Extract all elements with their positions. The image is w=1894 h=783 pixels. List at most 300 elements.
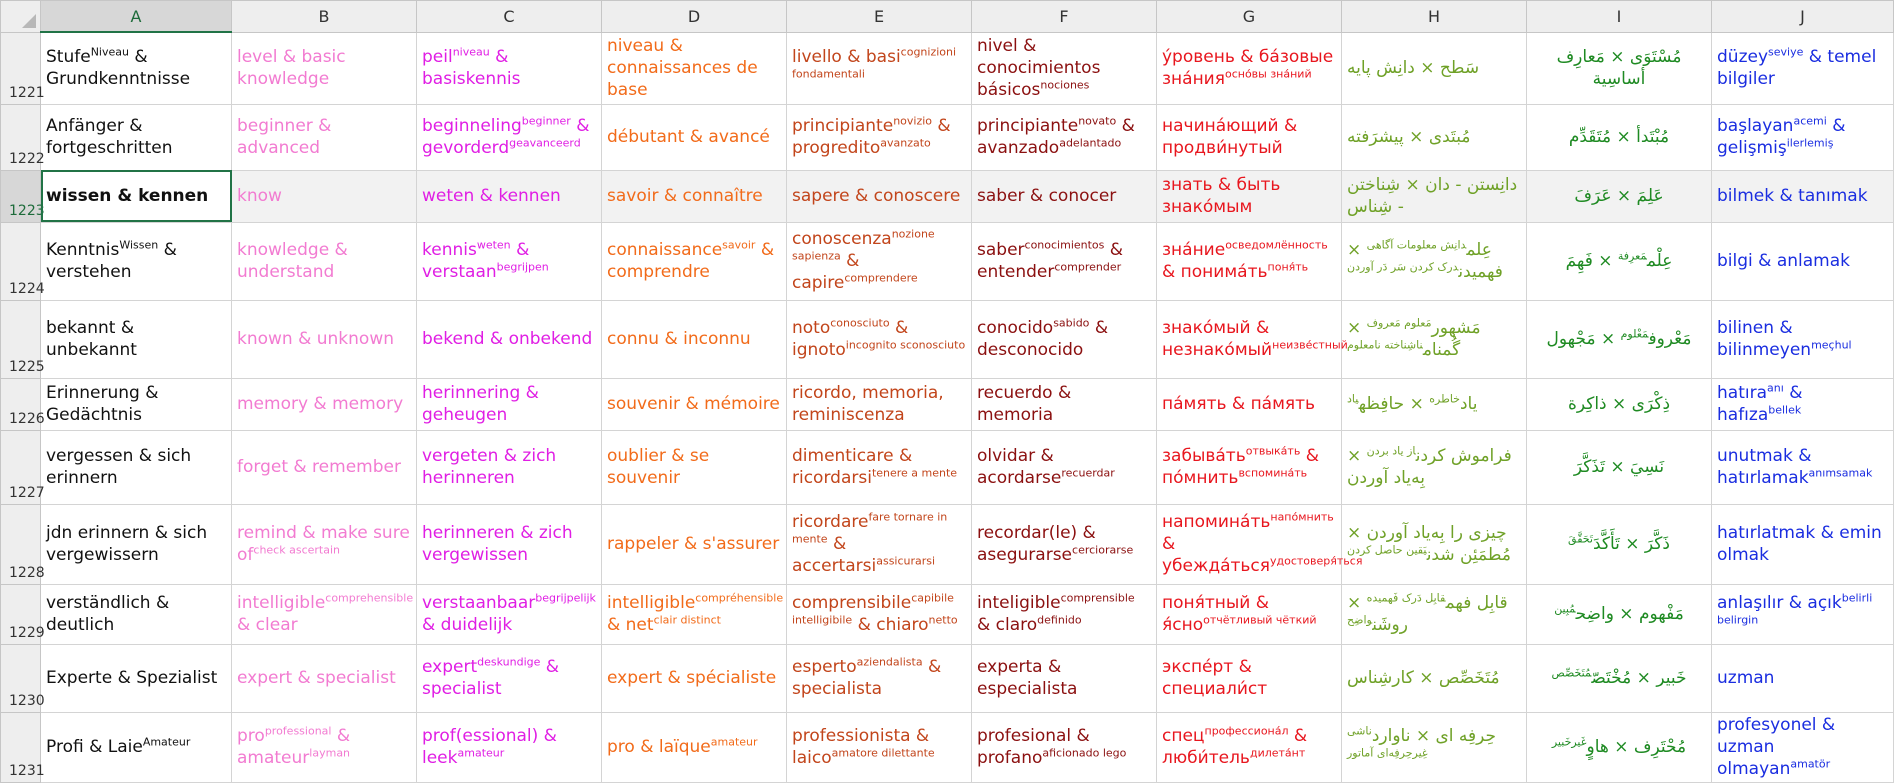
cell-a1230[interactable] bbox=[41, 644, 232, 712]
cell-note: amateur bbox=[457, 746, 505, 760]
cell-term: × گُمنام bbox=[1347, 318, 1461, 360]
cell-term: pro & laïque bbox=[607, 737, 711, 757]
cell-a1226[interactable] bbox=[41, 378, 232, 430]
cell-term: know bbox=[237, 186, 282, 206]
cell-term: beginneling bbox=[422, 116, 522, 136]
row-header-1227[interactable]: 1227 bbox=[1, 430, 41, 504]
cell-note: یاد bbox=[1347, 392, 1359, 406]
cell-text bbox=[1342, 667, 1526, 689]
column-header-b[interactable]: B bbox=[232, 1, 417, 33]
cell-term: jdn erinnern & sich vergewissern bbox=[46, 523, 208, 565]
cell-text bbox=[602, 667, 786, 689]
cell-text bbox=[232, 456, 416, 478]
cell-text bbox=[232, 46, 416, 90]
cell-term: & accertarsi bbox=[792, 534, 877, 576]
cell-note: یَقین حاصل کردن bbox=[1347, 543, 1427, 557]
cell-term: unutmak & hatırlamak bbox=[1717, 446, 1812, 488]
cell-text bbox=[1157, 656, 1341, 700]
cell-term: × مَجْهول bbox=[1546, 329, 1616, 349]
cell-term: فراموش کردن bbox=[1415, 446, 1512, 466]
cell-text bbox=[1342, 445, 1526, 489]
cell-j1230[interactable] bbox=[1712, 644, 1894, 712]
cell-a1225[interactable] bbox=[41, 300, 232, 378]
cell-b1224[interactable] bbox=[232, 222, 417, 300]
cell-i1222[interactable] bbox=[1527, 104, 1712, 170]
cell-d1227[interactable] bbox=[602, 430, 787, 504]
cell-i1230[interactable] bbox=[1527, 644, 1712, 712]
row-header-1229[interactable]: 1229 bbox=[1, 584, 41, 644]
cell-j1224[interactable] bbox=[1712, 222, 1894, 300]
cell-c1223[interactable] bbox=[417, 170, 602, 222]
cell-term: экспе́рт & специали́ст bbox=[1162, 657, 1268, 699]
cell-term: مُبتَدی × پیشرَفته bbox=[1347, 127, 1471, 147]
cell-term: herinneren & zich vergewissen bbox=[422, 523, 573, 565]
cell-text bbox=[787, 382, 971, 426]
cell-term: beginner & advanced bbox=[237, 116, 332, 158]
cell-a1228[interactable] bbox=[41, 504, 232, 584]
cell-e1224[interactable] bbox=[787, 222, 972, 300]
cell-term: قابِل فهم bbox=[1445, 593, 1508, 613]
cell-term: conocido bbox=[977, 318, 1054, 338]
cell-i1228[interactable] bbox=[1527, 504, 1712, 584]
cell-text bbox=[602, 126, 786, 148]
cell-note: incognito sconosciuto bbox=[845, 338, 966, 352]
cell-g1229[interactable] bbox=[1157, 584, 1342, 644]
cell-term: Experte & Spezialist bbox=[46, 668, 218, 688]
cell-e1228[interactable] bbox=[787, 504, 972, 584]
cell-i1231[interactable] bbox=[1527, 712, 1712, 782]
cell-j1221[interactable] bbox=[1712, 32, 1894, 104]
cell-term: × فَهِمَ bbox=[1565, 251, 1613, 271]
cell-term: vergeten & zich herinneren bbox=[422, 446, 557, 488]
cell-note: seviye bbox=[1768, 45, 1804, 59]
cell-term: зна́ние bbox=[1162, 240, 1226, 260]
cell-term: знать & быть знако́мым bbox=[1162, 175, 1281, 217]
row-header-1231[interactable]: 1231 bbox=[1, 712, 41, 782]
cell-b1230[interactable] bbox=[232, 644, 417, 712]
cell-e1231[interactable] bbox=[787, 712, 972, 782]
cell-f1226[interactable] bbox=[972, 378, 1157, 430]
cell-a1224[interactable] bbox=[41, 222, 232, 300]
cell-j1226[interactable] bbox=[1712, 378, 1894, 430]
cell-text bbox=[1527, 667, 1711, 689]
cell-d1224[interactable] bbox=[602, 222, 787, 300]
cell-note: begrijpelijk bbox=[535, 591, 596, 605]
cell-text bbox=[787, 592, 971, 636]
cell-term: connu & inconnu bbox=[607, 329, 751, 349]
cell-term: سَطح × دانِش پایه bbox=[1347, 58, 1480, 78]
cell-text bbox=[1527, 126, 1711, 148]
cell-f1230[interactable] bbox=[972, 644, 1157, 712]
cell-text bbox=[972, 115, 1156, 159]
cell-h1222[interactable] bbox=[1342, 104, 1527, 170]
cell-note: مُبِين bbox=[1554, 602, 1576, 616]
cell-term: & progredito bbox=[792, 116, 951, 158]
cell-f1222[interactable] bbox=[972, 104, 1157, 170]
cell-i1227[interactable] bbox=[1527, 430, 1712, 504]
cell-d1228[interactable] bbox=[602, 504, 787, 584]
table-row bbox=[1, 504, 1894, 584]
cell-j1227[interactable] bbox=[1712, 430, 1894, 504]
cell-a1229[interactable] bbox=[41, 584, 232, 644]
cell-text bbox=[1342, 126, 1526, 148]
cell-text bbox=[972, 725, 1156, 769]
cell-j1228[interactable] bbox=[1712, 504, 1894, 584]
cell-term: & chiaro bbox=[857, 615, 929, 635]
cell-b1222[interactable] bbox=[232, 104, 417, 170]
cell-h1221[interactable] bbox=[1342, 32, 1527, 104]
cell-text bbox=[41, 317, 231, 361]
sheet-body bbox=[1, 32, 1894, 782]
cell-term: & net bbox=[607, 615, 654, 635]
cell-term: oublier & se souvenir bbox=[607, 446, 710, 488]
cell-term: & specialista bbox=[792, 657, 942, 699]
cell-e1222[interactable] bbox=[787, 104, 972, 170]
cell-d1225[interactable] bbox=[602, 300, 787, 378]
cell-h1230[interactable] bbox=[1342, 644, 1527, 712]
cell-h1225[interactable] bbox=[1342, 300, 1527, 378]
cell-term: saber & conocer bbox=[977, 186, 1117, 206]
cell-b1231[interactable] bbox=[232, 712, 417, 782]
cell-note: cerciorarse bbox=[1072, 543, 1134, 557]
cell-term: ricordare bbox=[792, 512, 869, 532]
cell-c1221[interactable] bbox=[417, 32, 602, 104]
cell-text bbox=[972, 317, 1156, 361]
cell-g1231[interactable] bbox=[1157, 712, 1342, 782]
row-header-1226[interactable]: 1226 bbox=[1, 378, 41, 430]
column-header-h[interactable]: H bbox=[1342, 1, 1527, 33]
cell-c1227[interactable] bbox=[417, 430, 602, 504]
cell-text bbox=[972, 656, 1156, 700]
cell-c1225[interactable] bbox=[417, 300, 602, 378]
cell-text bbox=[41, 382, 231, 426]
cell-text bbox=[787, 445, 971, 489]
cell-text bbox=[972, 445, 1156, 489]
cell-term: level & basic knowledge bbox=[237, 47, 346, 89]
cell-note: bellek bbox=[1768, 403, 1802, 417]
cell-text bbox=[787, 511, 971, 577]
cell-note: nociones bbox=[1040, 78, 1090, 92]
cell-term: ذَكَّرَ × تَأَكَّدَ bbox=[1592, 534, 1670, 554]
cell-text bbox=[417, 328, 601, 350]
cell-g1223[interactable] bbox=[1157, 170, 1342, 222]
cell-note: check ascertain bbox=[253, 543, 340, 557]
cell-e1221[interactable] bbox=[787, 32, 972, 104]
cell-b1221[interactable] bbox=[232, 32, 417, 104]
cell-c1230[interactable] bbox=[417, 644, 602, 712]
column-header-e[interactable]: E bbox=[787, 1, 972, 33]
cell-e1230[interactable] bbox=[787, 644, 972, 712]
cell-e1227[interactable] bbox=[787, 430, 972, 504]
row-header-1223[interactable]: 1223 bbox=[1, 170, 41, 222]
cell-text bbox=[602, 328, 786, 350]
cell-term: nivel & conocimientos básicos bbox=[977, 36, 1101, 100]
row-header-1225[interactable]: 1225 bbox=[1, 300, 41, 378]
cell-f1221[interactable] bbox=[972, 32, 1157, 104]
cell-text bbox=[972, 592, 1156, 636]
cell-note: напо́мнить bbox=[1270, 510, 1334, 524]
cell-b1225[interactable] bbox=[232, 300, 417, 378]
cell-note: Wissen bbox=[119, 238, 159, 252]
column-header-c[interactable]: C bbox=[417, 1, 602, 33]
cell-h1228[interactable] bbox=[1342, 504, 1527, 584]
cell-term: memory & memory bbox=[237, 394, 404, 414]
cell-d1231[interactable] bbox=[602, 712, 787, 782]
cell-term: profesyonel & uzman olmayan bbox=[1717, 715, 1836, 779]
cell-i1223[interactable] bbox=[1527, 170, 1712, 222]
cell-g1222[interactable] bbox=[1157, 104, 1342, 170]
cell-h1226[interactable] bbox=[1342, 378, 1527, 430]
cell-term: & basiskennis bbox=[422, 47, 521, 89]
cell-h1223[interactable] bbox=[1342, 170, 1527, 222]
table-row bbox=[1, 378, 1894, 430]
cell-note: aziendalista bbox=[856, 655, 923, 669]
cell-text bbox=[232, 592, 416, 636]
cell-term: weten & kennen bbox=[422, 186, 561, 206]
cell-f1227[interactable] bbox=[972, 430, 1157, 504]
cell-term: principiante bbox=[977, 116, 1079, 136]
cell-text bbox=[1342, 174, 1526, 218]
cell-h1231[interactable] bbox=[1342, 712, 1527, 782]
cell-a1231[interactable] bbox=[41, 712, 232, 782]
cell-note: ناشِناخته نامعلوم bbox=[1347, 338, 1423, 352]
cell-f1229[interactable] bbox=[972, 584, 1157, 644]
cell-b1229[interactable] bbox=[232, 584, 417, 644]
cell-i1224[interactable] bbox=[1527, 222, 1712, 300]
cell-note: netto bbox=[928, 613, 958, 627]
cell-text bbox=[1712, 250, 1893, 272]
cell-term: & gelişmiş bbox=[1717, 116, 1846, 158]
cell-c1226[interactable] bbox=[417, 378, 602, 430]
cell-text bbox=[41, 115, 231, 159]
cell-term: conoscenza bbox=[792, 229, 892, 249]
cell-text bbox=[602, 185, 786, 207]
cell-g1226[interactable] bbox=[1157, 378, 1342, 430]
cell-h1224[interactable] bbox=[1342, 222, 1527, 300]
cell-d1226[interactable] bbox=[602, 378, 787, 430]
cell-f1224[interactable] bbox=[972, 222, 1157, 300]
cell-note: novizio bbox=[893, 114, 933, 128]
cell-note: Amateur bbox=[142, 735, 191, 749]
cell-term: & ignoto bbox=[792, 318, 909, 360]
cell-term: & clear bbox=[237, 615, 298, 635]
cell-note: تَحَقَّقَ bbox=[1568, 532, 1593, 546]
cell-text bbox=[1157, 115, 1341, 159]
column-header-d[interactable]: D bbox=[602, 1, 787, 33]
cell-term: & duidelijk bbox=[422, 615, 513, 635]
cell-text bbox=[1712, 714, 1893, 780]
cell-i1221[interactable] bbox=[1527, 32, 1712, 104]
cell-g1227[interactable] bbox=[1157, 430, 1342, 504]
cell-c1228[interactable] bbox=[417, 504, 602, 584]
table-row bbox=[1, 222, 1894, 300]
cell-text bbox=[1712, 592, 1893, 636]
cell-i1225[interactable] bbox=[1527, 300, 1712, 378]
cell-note: قابِل دَرک فَهمیده bbox=[1366, 591, 1446, 605]
cell-j1229[interactable] bbox=[1712, 584, 1894, 644]
row-header-1222[interactable]: 1222 bbox=[1, 104, 41, 170]
cell-note: ناشی غِیرحِرفِه‌ای آماتور bbox=[1347, 724, 1428, 760]
cell-c1222[interactable] bbox=[417, 104, 602, 170]
cell-note: beginner bbox=[521, 114, 571, 128]
cell-term: recuerdo & memoria bbox=[977, 383, 1072, 425]
cell-h1229[interactable] bbox=[1342, 584, 1527, 644]
cell-note: conocimientos bbox=[1024, 238, 1105, 252]
cell-term: па́мять & па́мять bbox=[1162, 394, 1316, 414]
cell-b1223[interactable] bbox=[232, 170, 417, 222]
cell-note: осно́вы зна́ний bbox=[1224, 67, 1312, 81]
cell-f1228[interactable] bbox=[972, 504, 1157, 584]
cell-note: belirli belirgin bbox=[1717, 591, 1873, 627]
cell-term: niveau & connaissances de base bbox=[607, 36, 758, 100]
cell-b1226[interactable] bbox=[232, 378, 417, 430]
cell-text bbox=[417, 522, 601, 566]
cell-note: capibile intelligibile bbox=[792, 591, 954, 627]
cell-text bbox=[41, 736, 231, 758]
cell-note: Niveau bbox=[90, 45, 129, 59]
cell-e1226[interactable] bbox=[787, 378, 972, 430]
cell-text bbox=[1157, 317, 1348, 361]
cell-text bbox=[1527, 393, 1711, 415]
cell-g1230[interactable] bbox=[1157, 644, 1342, 712]
table-row bbox=[1, 170, 1894, 222]
cell-text bbox=[972, 35, 1156, 101]
cell-term: × فهمیدن bbox=[1347, 240, 1503, 282]
cell-d1223[interactable] bbox=[602, 170, 787, 222]
cell-a1223[interactable] bbox=[41, 170, 232, 222]
cell-g1224[interactable] bbox=[1157, 222, 1342, 300]
cell-e1223[interactable] bbox=[787, 170, 972, 222]
cell-a1222[interactable] bbox=[41, 104, 232, 170]
cell-a1227[interactable] bbox=[41, 430, 232, 504]
cell-text bbox=[1342, 592, 1526, 636]
cell-term: souvenir & mémoire bbox=[607, 394, 780, 414]
cell-c1231[interactable] bbox=[417, 712, 602, 782]
cell-note: compréhensible bbox=[695, 591, 784, 605]
cell-g1221[interactable] bbox=[1157, 32, 1342, 104]
cell-term: intelligible bbox=[607, 593, 696, 613]
cell-text bbox=[1712, 317, 1893, 361]
cell-text bbox=[232, 239, 416, 283]
row-header-1230[interactable]: 1230 bbox=[1, 644, 41, 712]
cell-text bbox=[232, 522, 416, 566]
cell-term: یاد bbox=[1459, 394, 1478, 414]
cell-text bbox=[602, 592, 786, 636]
cell-text bbox=[1712, 522, 1893, 566]
cell-term: düzey bbox=[1717, 47, 1769, 67]
cell-term: × بِه‌یاد آوردن bbox=[1347, 446, 1425, 488]
row-header-1224[interactable]: 1224 bbox=[1, 222, 41, 300]
cell-text bbox=[1157, 46, 1341, 90]
cell-note: aficionado lego bbox=[1042, 746, 1127, 760]
cell-d1230[interactable] bbox=[602, 644, 787, 712]
cell-note: cognizioni fondamentali bbox=[792, 45, 957, 81]
cell-term: Anfänger & fortgeschritten bbox=[46, 116, 173, 158]
cell-term: recordar(le) & asegurarse bbox=[977, 523, 1096, 565]
cell-note: comprendere bbox=[844, 271, 918, 285]
cell-term: knowledge & understand bbox=[237, 240, 348, 282]
cell-j1223[interactable] bbox=[1712, 170, 1894, 222]
cell-note: خاطره bbox=[1429, 392, 1460, 406]
cell-text bbox=[602, 533, 786, 555]
cell-term: expert & spécialiste bbox=[607, 668, 777, 688]
column-header-f[interactable]: F bbox=[972, 1, 1157, 33]
cell-term: intelligible bbox=[237, 593, 326, 613]
cell-term: & verstehen bbox=[46, 240, 177, 282]
column-header-a[interactable]: A bbox=[41, 1, 232, 33]
cell-note: поня́ть bbox=[1267, 260, 1309, 274]
cell-d1229[interactable] bbox=[602, 584, 787, 644]
select-all-corner[interactable] bbox=[1, 1, 41, 33]
cell-g1225[interactable] bbox=[1157, 300, 1348, 378]
cell-b1228[interactable] bbox=[232, 504, 417, 584]
cell-term: & comprendre bbox=[607, 240, 775, 282]
cell-j1225[interactable] bbox=[1712, 300, 1894, 378]
cell-i1226[interactable] bbox=[1527, 378, 1712, 430]
cell-term: & gevorderd bbox=[422, 116, 590, 158]
cell-d1222[interactable] bbox=[602, 104, 787, 170]
cell-c1229[interactable] bbox=[417, 584, 602, 644]
cell-j1222[interactable] bbox=[1712, 104, 1894, 170]
cell-term: forget & remember bbox=[237, 457, 401, 477]
column-header-i[interactable]: I bbox=[1527, 1, 1712, 33]
cell-term: known & unknown bbox=[237, 329, 395, 349]
cell-text bbox=[1527, 328, 1711, 350]
cell-f1223[interactable] bbox=[972, 170, 1157, 222]
cell-text bbox=[787, 185, 971, 207]
cell-text bbox=[232, 328, 416, 350]
cell-e1225[interactable] bbox=[787, 300, 972, 378]
cell-text bbox=[1712, 185, 1893, 207]
cell-text bbox=[417, 592, 601, 636]
cell-term: hatıra bbox=[1717, 383, 1767, 403]
cell-note: fare tornare in mente bbox=[792, 510, 948, 546]
cell-text bbox=[787, 46, 971, 90]
cell-text bbox=[972, 382, 1156, 426]
cell-term: Stufe bbox=[46, 47, 91, 68]
cell-term: dimenticare & ricordarsi bbox=[792, 446, 913, 488]
cell-i1229[interactable] bbox=[1527, 584, 1712, 644]
cell-f1225[interactable] bbox=[972, 300, 1157, 378]
cell-a1221[interactable] bbox=[41, 32, 232, 104]
cell-f1231[interactable] bbox=[972, 712, 1157, 782]
row-header-1221[interactable]: 1221 bbox=[1, 32, 41, 104]
cell-h1227[interactable] bbox=[1342, 430, 1527, 504]
cell-text bbox=[1157, 239, 1341, 283]
cell-text bbox=[1157, 725, 1341, 769]
cell-g1228[interactable] bbox=[1157, 504, 1363, 584]
cell-term: знако́мый & незнако́мый bbox=[1162, 318, 1273, 360]
cell-term: connaissance bbox=[607, 240, 723, 260]
cell-c1224[interactable] bbox=[417, 222, 602, 300]
table-row bbox=[1, 712, 1894, 782]
cell-d1221[interactable] bbox=[602, 32, 787, 104]
cell-term: verstaanbaar bbox=[422, 593, 536, 613]
cell-term: & amateur bbox=[237, 726, 351, 768]
column-header-g[interactable]: G bbox=[1157, 1, 1342, 33]
cell-e1229[interactable] bbox=[787, 584, 972, 644]
cell-b1227[interactable] bbox=[232, 430, 417, 504]
cell-note: مُتَخَصِّص bbox=[1551, 666, 1592, 680]
cell-term: دانِستن - دان × شِناختن - شِناس bbox=[1347, 175, 1518, 217]
cell-j1231[interactable] bbox=[1712, 712, 1894, 782]
cell-text bbox=[1342, 57, 1526, 79]
row-header-1228[interactable]: 1228 bbox=[1, 504, 41, 584]
cell-text bbox=[972, 522, 1156, 566]
cell-term: wissen & kennen bbox=[46, 186, 209, 206]
cell-text bbox=[1527, 185, 1711, 207]
column-header-j[interactable]: J bbox=[1712, 1, 1894, 33]
